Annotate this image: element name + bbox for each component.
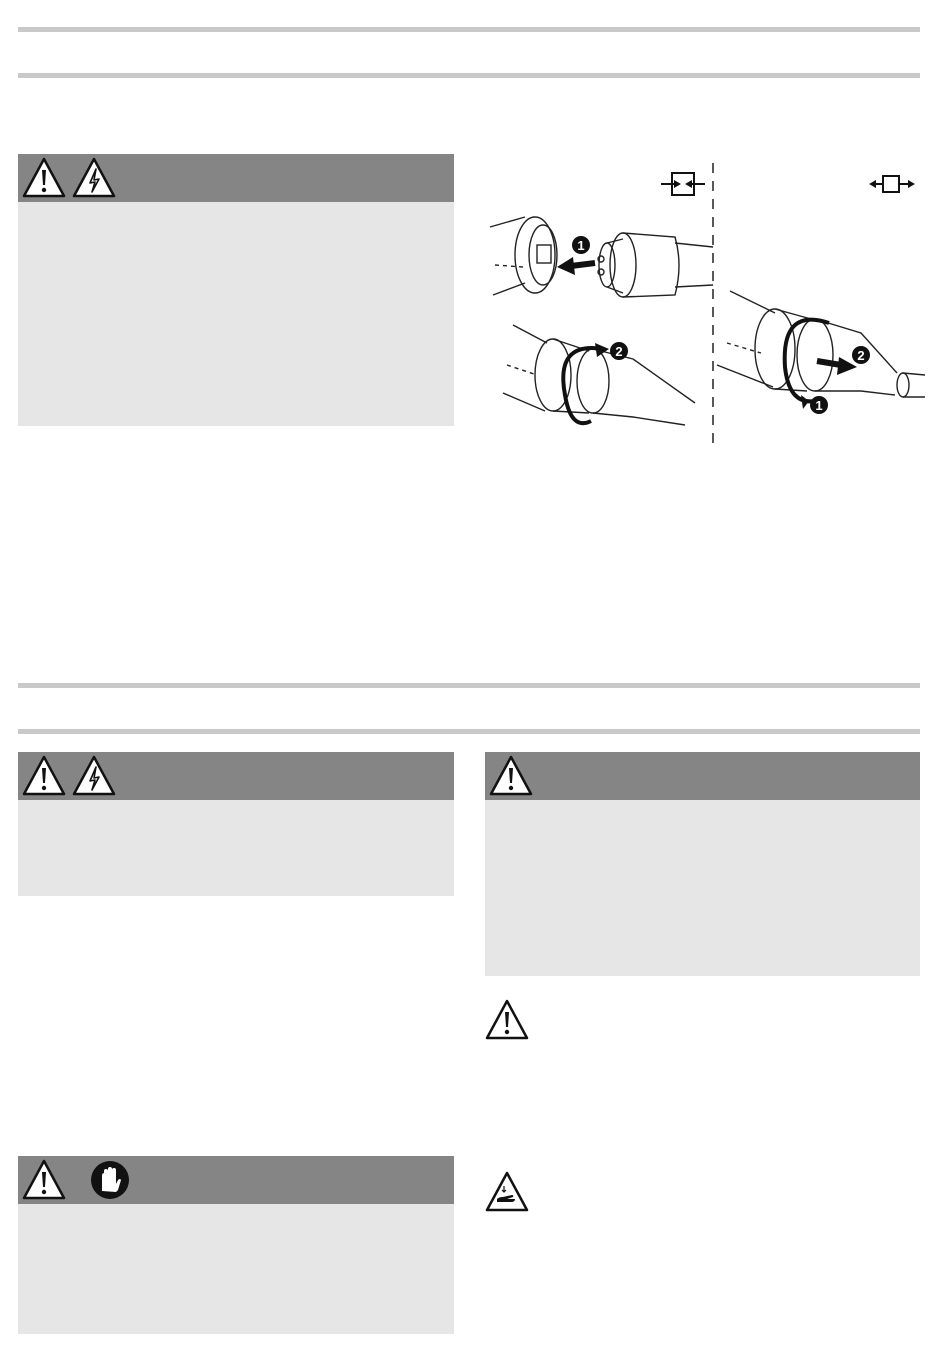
warning-box-header: [485, 752, 920, 800]
electric-shock-icon: [72, 156, 116, 200]
warning-box-header: [18, 154, 454, 202]
warning-box-header: [18, 752, 454, 800]
section-rule-lower: [18, 729, 920, 734]
warning-box-3: [485, 752, 920, 976]
disconnect-step-2-badge: [852, 346, 870, 364]
connect-step-2-number: 2: [615, 344, 623, 359]
connect-step-2-badge: [610, 342, 628, 360]
warning-box-1: [18, 154, 454, 426]
disconnect-symbol-icon: [869, 176, 915, 192]
warning-triangle-icon: [22, 156, 66, 200]
connect-step-1-number: 1: [577, 238, 585, 253]
connect-step-2-drawing: [503, 325, 695, 425]
electric-shock-icon: [72, 754, 116, 798]
disconnect-step-1-number: 1: [815, 398, 823, 413]
section-rule-upper: [18, 73, 920, 78]
section-rule-top: [18, 27, 920, 32]
warning-box-header: [18, 1156, 454, 1204]
section-rule-middle: [18, 683, 920, 688]
disconnect-drawing: [717, 291, 925, 397]
connector-illustration: [485, 155, 925, 450]
warning-triangle-icon: [489, 754, 533, 798]
disconnect-pull-arrow: [817, 361, 841, 365]
connect-step-1-drawing: [490, 217, 713, 297]
warning-box-2: [18, 752, 454, 896]
warning-triangle-icon: [22, 754, 66, 798]
caution-triangle-icon: [485, 998, 529, 1042]
wear-gloves-icon: [90, 1160, 130, 1200]
connect-step-1-badge: [572, 236, 590, 254]
connect-symbol-icon: [661, 173, 705, 195]
warning-box-4: [18, 1156, 454, 1334]
warning-triangle-icon: [22, 1158, 66, 1202]
disconnect-step-1-badge: [810, 396, 828, 414]
hot-surface-hand-icon: [485, 1170, 529, 1214]
disconnect-step-2-number: 2: [857, 348, 865, 363]
connect-arrow: [571, 263, 595, 266]
